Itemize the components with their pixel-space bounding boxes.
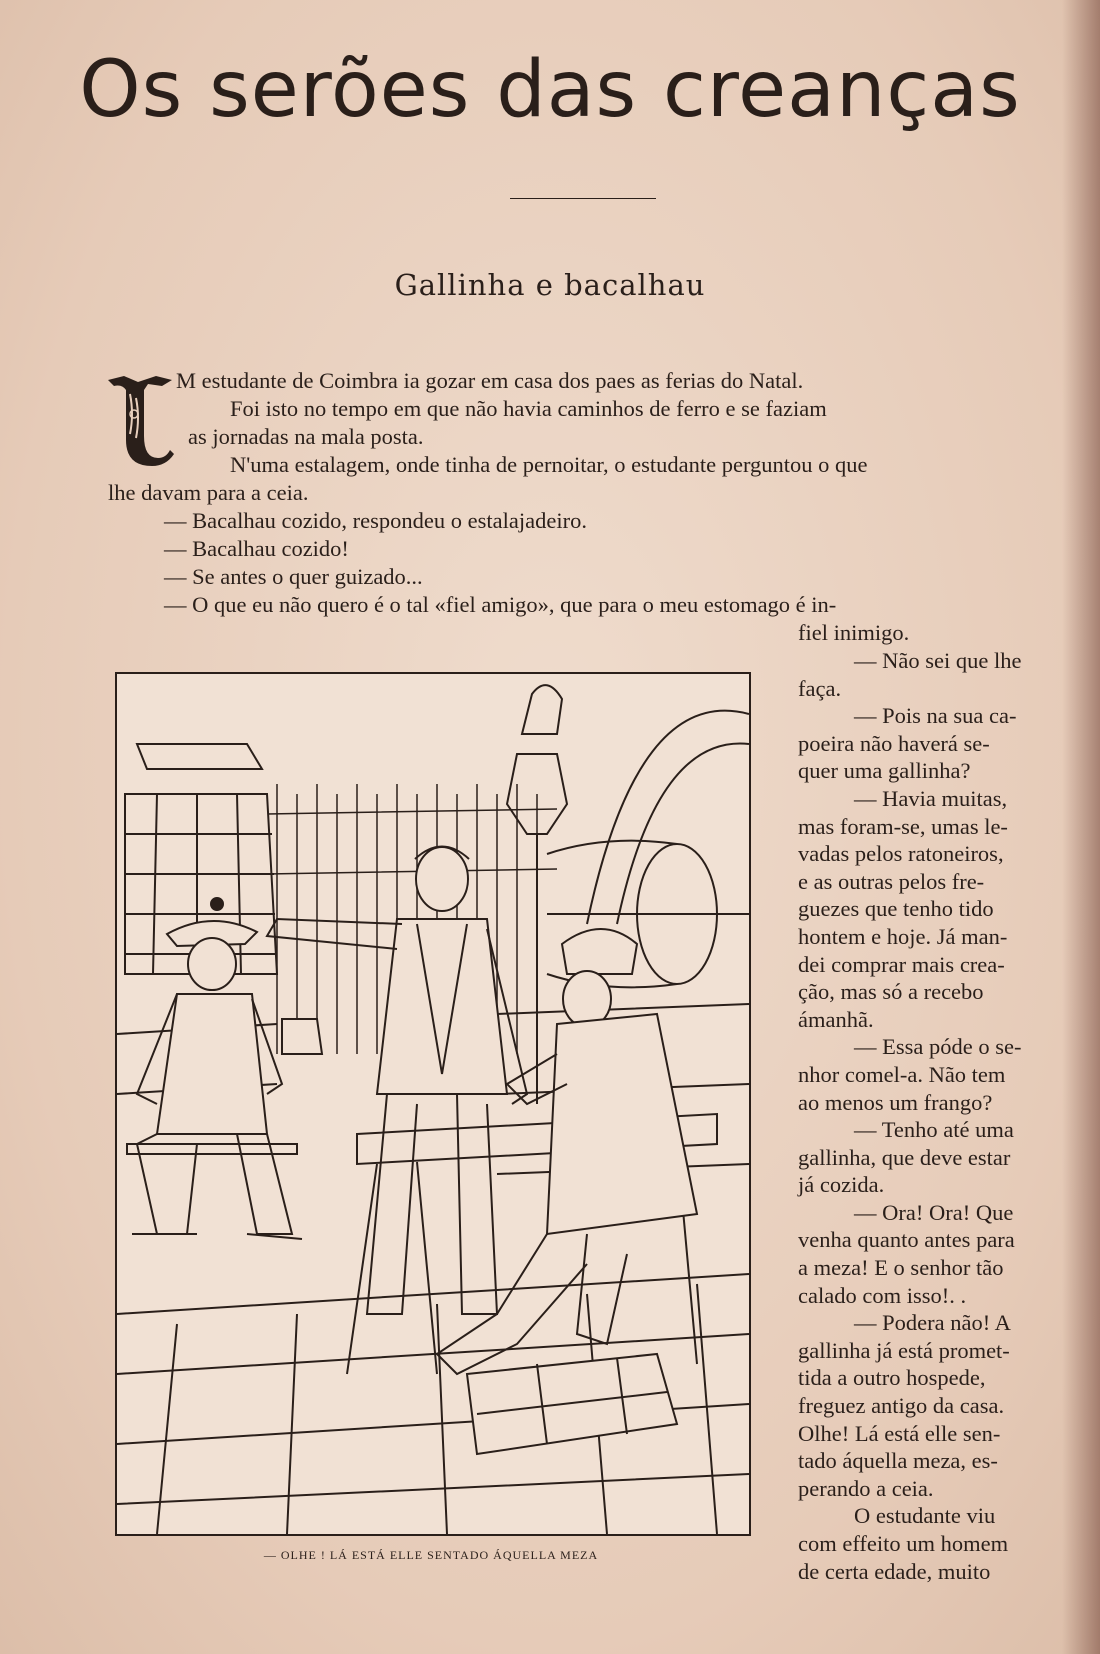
- magazine-title: Os serões das creanças: [79, 45, 1021, 135]
- column-line: — Podera não! A: [854, 1310, 1011, 1336]
- column-line: — Não sei que lhe: [854, 648, 1022, 673]
- column-line: O estudante viu: [854, 1503, 996, 1529]
- column-line: venha quanto antes para: [798, 1227, 1015, 1253]
- drop-cap: [104, 374, 176, 468]
- intro-line: lhe davam para a ceia.: [108, 480, 309, 505]
- tavern-illustration: [115, 672, 751, 1536]
- column-line: tida a outro hospede,: [798, 1365, 986, 1391]
- column-line: dei comprar mais crea-: [798, 951, 1005, 977]
- right-column: [798, 647, 1070, 1585]
- column-line: tado áquella meza, es-: [798, 1448, 998, 1474]
- column-line: vadas pelos ratoneiros,: [798, 841, 1004, 867]
- column-line: hontem e hoje. Já man-: [798, 923, 1008, 949]
- column-line: Olhe! Lá está elle sen-: [798, 1420, 1001, 1446]
- intro-line: — Bacalhau cozido, respondeu o estalajadeiro.: [164, 508, 587, 533]
- column-line: nhor comel-a. Não tem: [798, 1061, 1006, 1087]
- column-line: guezes que tenho tido: [798, 896, 994, 922]
- intro-line: N'uma estalagem, onde tinha de pernoitar, o estudante perguntou o que: [230, 452, 868, 477]
- column-line: com effeito um homem: [798, 1531, 1009, 1556]
- illustration-caption: — OLHE ! LÁ ESTÁ ELLE SENTADO ÁQUELLA MEZA: [263, 1548, 599, 1562]
- column-line: a meza! E o senhor tão: [798, 1255, 1004, 1281]
- intro-line: — Se antes o quer guizado...: [164, 564, 423, 589]
- column-line: — Essa póde o se-: [854, 1034, 1022, 1060]
- intro-line: — Bacalhau cozido!: [164, 536, 349, 561]
- story-title: Gallinha e bacalhau: [394, 268, 706, 302]
- column-line: já cozida.: [798, 1172, 885, 1198]
- column-line: perando a ceia.: [798, 1475, 934, 1501]
- column-line: poeira não haverá se-: [798, 730, 990, 756]
- column-line: ámanhã.: [798, 1006, 874, 1032]
- intro-line: fiel inimigo.: [798, 620, 910, 645]
- column-line: ção, mas só a recebo: [798, 979, 984, 1005]
- intro-line: — O que eu não quero é o tal «fiel amigo», que para o meu estomago é in-: [164, 592, 837, 617]
- title-divider: [510, 198, 656, 199]
- column-line: gallinha já está promet-: [798, 1337, 1010, 1363]
- column-line: freguez antigo da casa.: [798, 1393, 1005, 1419]
- column-line: quer uma gallinha?: [798, 758, 971, 784]
- column-line: gallinha, que deve estar: [798, 1144, 1011, 1170]
- column-line: e as outras pelos fre-: [798, 868, 985, 894]
- column-line: faça.: [798, 675, 842, 701]
- column-line: de certa edade, muito: [798, 1558, 991, 1584]
- column-line: — Ora! Ora! Que: [854, 1199, 1014, 1225]
- column-line: ao menos um frango?: [798, 1089, 993, 1115]
- intro-line: Foi isto no tempo em que não havia caminhos de ferro e se faziam: [230, 396, 827, 421]
- column-line: calado com isso!. .: [798, 1282, 967, 1308]
- column-line: — Tenho até uma: [854, 1117, 1014, 1143]
- intro-line: M estudante de Coimbra ia gozar em casa dos paes as ferias do Natal.: [176, 368, 804, 393]
- column-line: mas foram-se, umas le-: [798, 813, 1008, 839]
- column-line: — Havia muitas,: [854, 785, 1008, 811]
- intro-line: as jornadas na mala posta.: [188, 424, 424, 449]
- column-line: — Pois na sua ca-: [854, 703, 1017, 729]
